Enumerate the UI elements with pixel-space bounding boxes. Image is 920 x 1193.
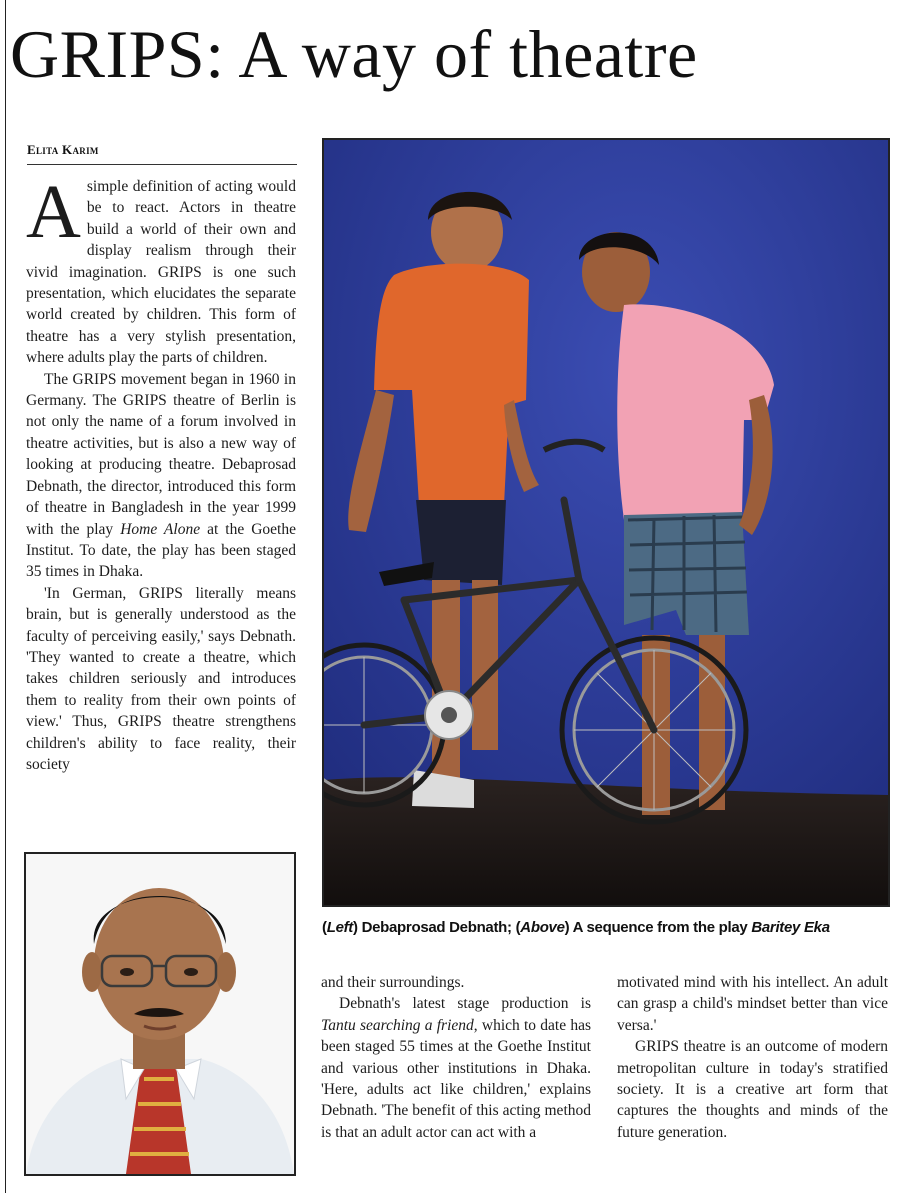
portrait-photo bbox=[24, 852, 296, 1176]
play-photo-illustration bbox=[324, 140, 888, 905]
portrait-illustration bbox=[26, 854, 294, 1174]
paragraph-quote-continued bbox=[321, 972, 591, 993]
paragraph-latest-end: , which to date has been staged 55 times at the Goethe Institut and various other institutions in Dhaka. 'Here, adults act like children,' explains Debnath. 'The benefit of this acting method is that an adult actor can act with a bbox=[321, 1016, 591, 1141]
photo-caption: (Left) Debaprosad Debnath; (Above) A sequence from the play Baritey Eka bbox=[322, 919, 830, 936]
paragraph-quote bbox=[26, 583, 296, 776]
play-photo bbox=[322, 138, 890, 907]
play-title-tantu: Tantu searching a friend bbox=[321, 1016, 474, 1034]
paragraph-intro bbox=[26, 176, 296, 369]
column-one bbox=[26, 176, 296, 836]
paragraph-history-text: The GRIPS movement began in 1960 in Germany. The GRIPS theatre of Berlin is not only the name of a forum involved in theatre activities, but is also a new way of looking at producing theatre. Debaprosad Debnath, the director, introduced this form of theatre in Bangladesh in the year 1999 with the play bbox=[26, 370, 296, 538]
paragraph-quote-continued-text: and their surroundings. bbox=[321, 974, 465, 991]
paragraph-intro-text: simple definition of acting would be to react. Actors in theatre build a world of their own and display realism through their vivid imagination. GRIPS is one such presentation, which elucidates the separate world created by children. This form of theatre has a very stylish presentation, where adults play the parts of children. bbox=[26, 178, 296, 367]
caption-left-text: Debaprosad Debnath; bbox=[357, 919, 516, 936]
byline bbox=[27, 142, 297, 165]
paragraph-history-end: at the Goethe Institut. To date, the play has been staged 35 times in Dhaka. bbox=[26, 520, 296, 581]
paragraph-latest-text: Debnath's latest stage production is bbox=[339, 995, 591, 1013]
column-two bbox=[321, 972, 591, 1143]
headline: GRIPS: A way of theatre bbox=[10, 16, 698, 92]
paragraph-conclusion bbox=[617, 1036, 888, 1143]
left-rule bbox=[5, 0, 6, 1193]
paragraph-latest-continued-text: motivated mind with his intellect. An adult can grasp a child's mindset better than vice versa.' bbox=[617, 974, 888, 1034]
caption-above-label: Above bbox=[520, 919, 565, 936]
byline-text: Elita Karim bbox=[27, 142, 99, 157]
column-three bbox=[617, 972, 888, 1143]
paragraph-latest-continued bbox=[617, 972, 888, 1036]
play-title-home-alone: Home Alone bbox=[120, 520, 201, 538]
paragraph-quote-text: 'In German, GRIPS literally means brain, but is generally understood as the faculty of perceiving easily,' says Debnath. 'They wanted to create a theatre, which takes children seriously and introduces them to reality from their own points of view.' Thus, GRIPS theatre strengthens children's ability to face reality, their society bbox=[26, 584, 296, 773]
drop-cap: A bbox=[26, 176, 81, 254]
paragraph-history bbox=[26, 369, 296, 583]
caption-play-title: Baritey Eka bbox=[751, 919, 830, 936]
caption-above-text: A sequence from the play bbox=[569, 919, 752, 936]
paragraph-conclusion-text: GRIPS theatre is an outcome of modern metropolitan culture in today's stratified society. It is a creative art form that captures the thoughts and minds of the future generation. bbox=[617, 1038, 888, 1141]
caption-left-label: Left bbox=[326, 919, 353, 936]
paragraph-latest bbox=[321, 993, 591, 1143]
